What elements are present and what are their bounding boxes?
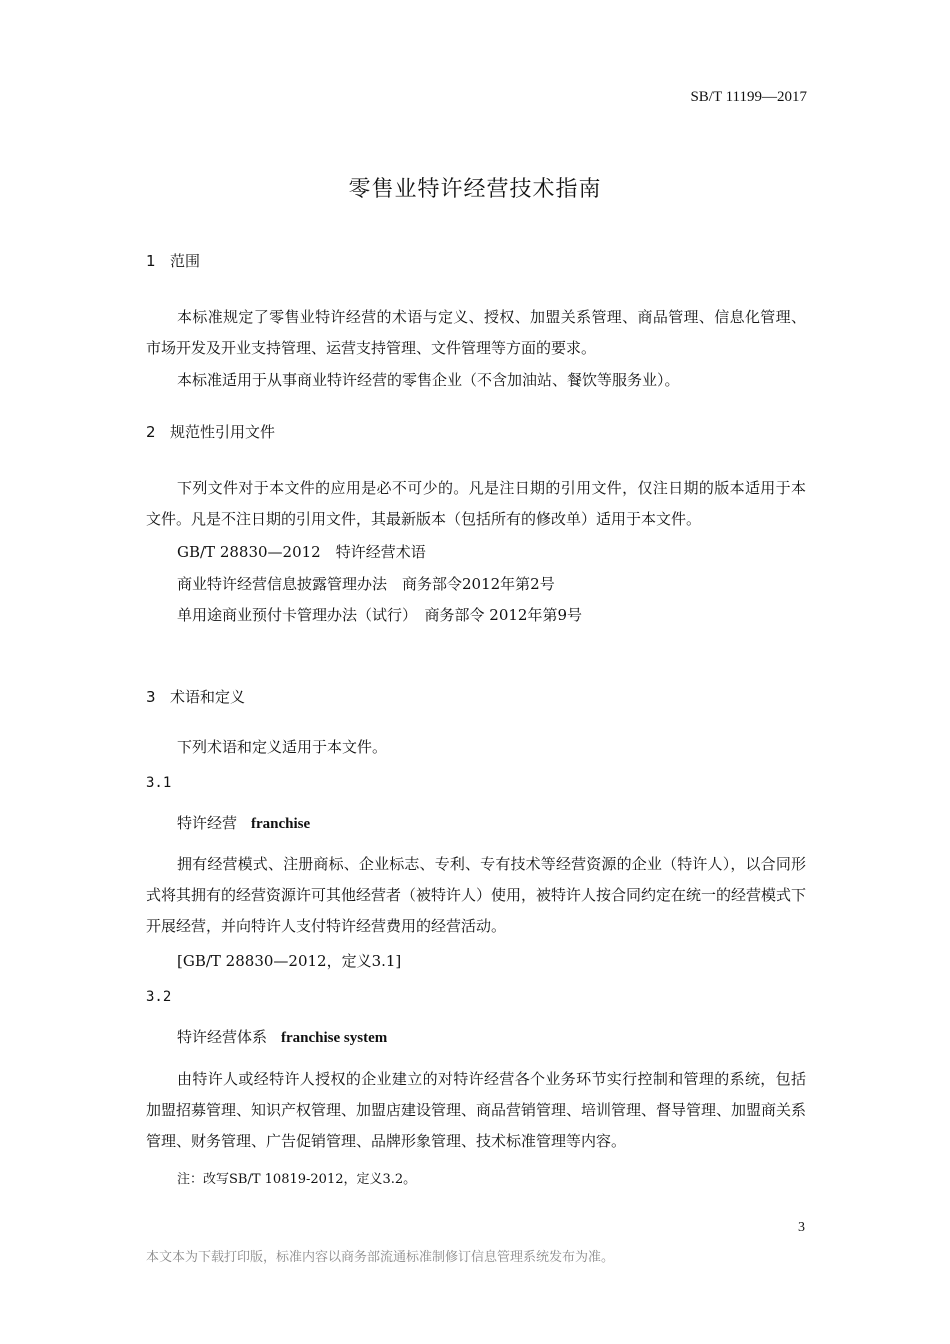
section-title: 规范性引用文件: [170, 423, 276, 441]
term-chinese: 特许经营: [177, 814, 238, 832]
scope-paragraph-2: 本标准适用于从事商业特许经营的零售企业（不含加油站、餐饮等服务业）。: [177, 371, 680, 389]
term-definition: 由特许人或经特许人授权的企业建立的对特许经营各个业务环节实行控制和管理的系统，包括加盟招募管理、知识产权管理、加盟店建设管理、商品营销管理、培训管理、督导管理、加盟商关系管理、财务管理、广告促销管理、品牌形象管理、技术标准管理等内容。: [146, 1070, 807, 1150]
term-heading: [177, 812, 310, 833]
term-note: [177, 1168, 416, 1187]
note-label: 注：: [177, 1172, 204, 1187]
section-1-heading: [146, 250, 200, 271]
section-3-heading: [146, 686, 245, 707]
term-chinese: 特许经营体系: [177, 1028, 268, 1046]
section-title: 术语和定义: [170, 688, 246, 706]
term-definition: 拥有经营模式、注册商标、企业标志、专利、专有技术等经营资源的企业（特许人），以合同形式将其拥有的经营资源许可其他经营者（被特许人）使用，被特许人按合同约定在统一的经营模式下开展经营，并向特许人支付特许经营费用的经营活动。: [146, 855, 807, 935]
references-paragraph: 下列文件对于本文件的应用是必不可少的。凡是注日期的引用文件，仅注日期的版本适用于本文件。凡是不注日期的引用文件，其最新版本（包括所有的修改单）适用于本文件。: [146, 479, 806, 528]
section-title: 范围: [170, 252, 201, 270]
term-source: [GB/T 28830—2012，定义3.1]: [177, 952, 402, 970]
term-number: 3.2: [146, 989, 172, 1005]
term-number: 3.1: [146, 775, 172, 791]
term-english: franchise: [251, 816, 311, 832]
section-number: 1: [146, 252, 156, 270]
document-title: 零售业特许经营技术指南: [348, 177, 602, 202]
section-2-heading: [146, 421, 275, 442]
reference-item: 商业特许经营信息披露管理办法 商务部令2012年第2号: [177, 575, 555, 593]
scope-paragraph-1: 本标准规定了零售业特许经营的术语与定义、授权、加盟关系管理、商品管理、信息化管理、市场开发及开业支持管理、运营支持管理、文件管理等方面的要求。: [146, 308, 806, 357]
reference-item: GB/T 28830—2012 特许经营术语: [177, 543, 426, 561]
page-number: 3: [798, 1220, 805, 1235]
reference-item: 单用途商业预付卡管理办法（试行） 商务部令 2012年第9号: [177, 606, 582, 624]
footer-disclaimer: 本文本为下载打印版，标准内容以商务部流通标准制修订信息管理系统发布为准。: [146, 1250, 615, 1265]
term-heading: [177, 1026, 387, 1047]
terms-intro: 下列术语和定义适用于本文件。: [177, 738, 388, 756]
term-english: franchise system: [281, 1030, 388, 1046]
section-number: 2: [146, 423, 156, 441]
standard-code: SB/T 11199—2017: [690, 89, 807, 105]
note-text: 改写SB/T 10819-2012，定义3.2。: [203, 1172, 417, 1187]
section-number: 3: [146, 688, 156, 706]
